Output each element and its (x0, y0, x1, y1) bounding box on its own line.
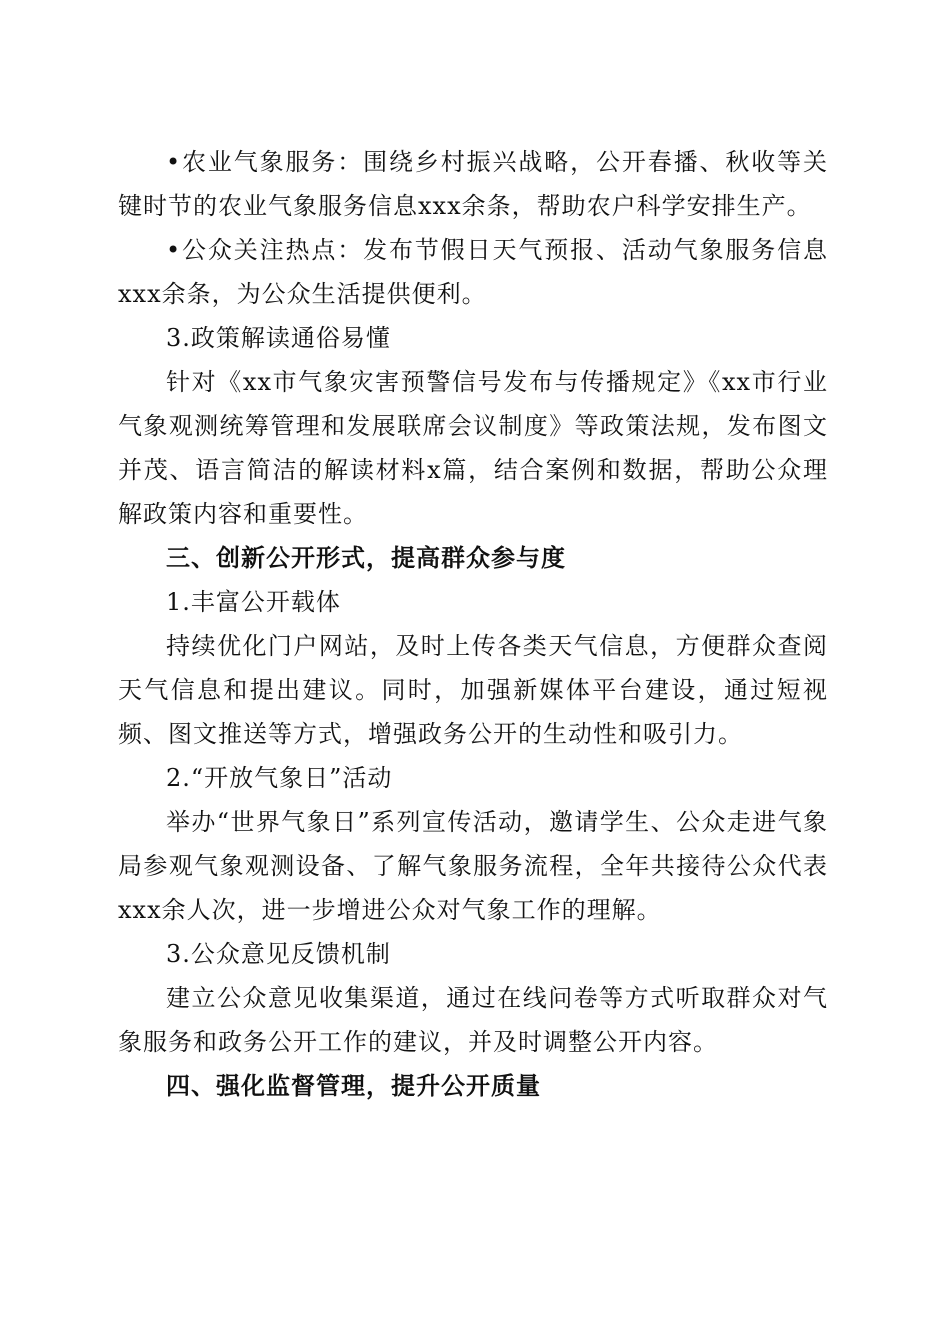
paragraph-feedback-mechanism: 建立公众意见收集渠道，通过在线问卷等方式听取群众对气象服务和政务公开工作的建议，并及时调整公开内容。 (118, 984, 828, 1056)
bullet-agricultural-service: •农业气象服务：围绕乡村振兴战略，公开春播、秋收等关键时节的农业气象服务信息xxx余条，帮助农户科学安排生产。 (118, 148, 828, 220)
bullet-public-hotspots: •公众关注热点：发布节假日天气预报、活动气象服务信息xxx余条，为公众生活提供便利。 (118, 236, 828, 308)
subheading-policy-interpretation: 3.政策解读通俗易懂 (166, 324, 391, 352)
paragraph-enrich-carriers: 持续优化门户网站，及时上传各类天气信息，方便群众查阅天气信息和提出建议。同时，加强新媒体平台建设，通过短视频、图文推送等方式，增强政务公开的生动性和吸引力。 (118, 632, 828, 748)
subheading-enrich-carriers: 1.丰富公开载体 (166, 588, 341, 616)
subheading-feedback-mechanism: 3.公众意见反馈机制 (166, 940, 391, 968)
section-heading-3: 三、创新公开形式，提高群众参与度 (166, 544, 566, 572)
subheading-open-weather-day: 2.“开放气象日”活动 (166, 764, 393, 792)
document-body (118, 140, 828, 1108)
paragraph-policy-interpretation: 针对《xx市气象灾害预警信号发布与传播规定》《xx市行业气象观测统筹管理和发展联席会议制度》等政策法规，发布图文并茂、语言简洁的解读材料x篇，结合案例和数据，帮助公众理解政策内容和重要性。 (118, 368, 828, 528)
paragraph-open-weather-day: 举办“世界气象日”系列宣传活动，邀请学生、公众走进气象局参观气象观测设备、了解气象服务流程，全年共接待公众代表xxx余人次，进一步增进公众对气象工作的理解。 (118, 808, 828, 924)
section-heading-4: 四、强化监督管理，提升公开质量 (166, 1072, 541, 1100)
